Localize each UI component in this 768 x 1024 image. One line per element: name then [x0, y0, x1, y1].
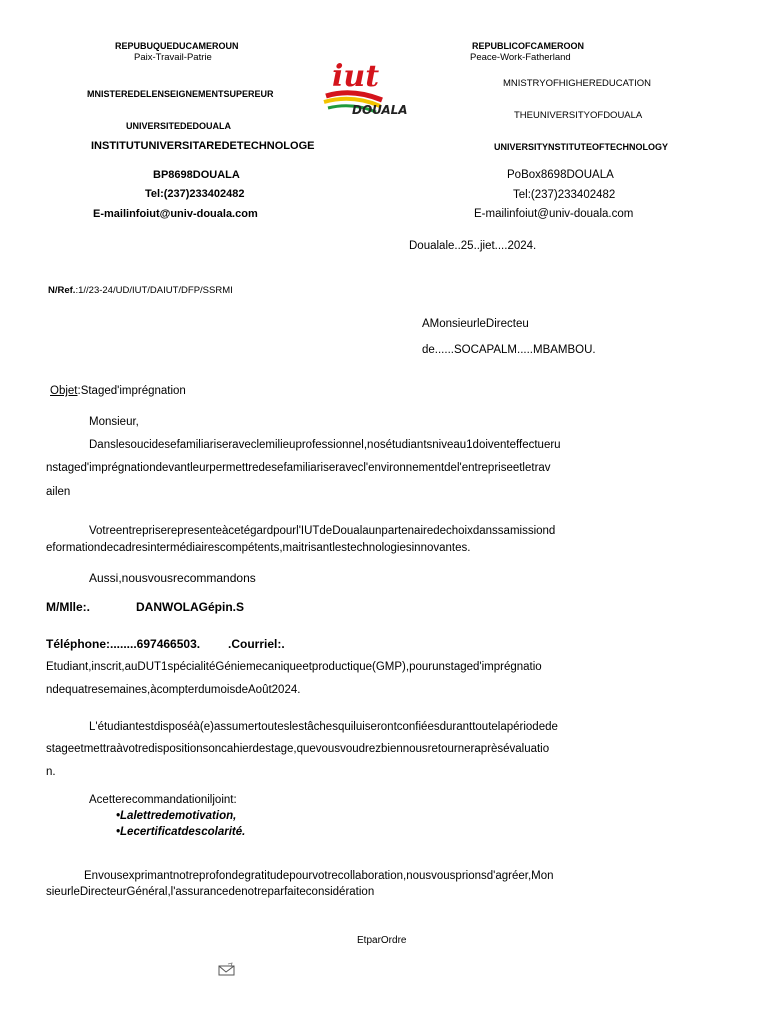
student-label: M/Mlle:.	[46, 600, 90, 614]
reference	[48, 285, 233, 296]
attachment-item-text: Lalettredemotivation,	[120, 810, 237, 822]
header-right-email: E-mailinfoiut@univ-douala.com	[474, 208, 634, 220]
logo-text-top: iut	[332, 59, 380, 94]
student-email-label: .Courriel:.	[228, 637, 285, 651]
header-left-ministry: MNISTEREDELENSEIGNEMENTSUPEREUR	[87, 89, 274, 99]
header-right-republic: REPUBLICOFCAMEROON	[472, 41, 584, 51]
reference-value: :1//23-24/UD/IUT/DAIUT/DFP/SSRMI	[75, 285, 233, 296]
header-left-motto: Paix-Travail-Patrie	[134, 52, 212, 63]
header-right-ministry: MNISTRYOFHIGHEREDUCATION	[503, 78, 651, 89]
header-right-pobox: PoBox8698DOUALA	[507, 169, 614, 181]
attachments-intro: Acetterecommandationiljoint:	[89, 794, 237, 806]
attachment-item: •Lalettredemotivation,	[116, 810, 237, 822]
signature-mark-icon	[218, 963, 236, 977]
header-left-bp: BP8698DOUALA	[153, 169, 240, 181]
header-left-email: E-mailinfoiut@univ-douala.com	[93, 208, 258, 220]
header-left-university: UNIVERSITEDEDOUALA	[126, 121, 232, 131]
salutation: Monsieur,	[89, 416, 139, 428]
object-label: Objet	[50, 385, 78, 397]
signoff: EtparOrdre	[357, 935, 407, 946]
para2-line-1: Votreentrepriserepresenteàcetégardpourl'IUTdeDoualaunpartenairedechoixdanssamissiond	[89, 525, 556, 537]
para1-line-1: Danslesoucidesefamiliariseraveclemilieuprofessionnel,nosétudiantsniveau1doiventeffectueru	[89, 439, 561, 451]
closing-line-2: sieurleDirecteurGénéral,l'assurancedenotreparfaiteconsidération	[46, 886, 375, 898]
student-name: DANWOLAGépin.S	[136, 600, 244, 614]
recipient-line-1: AMonsieurleDirecteu	[422, 318, 529, 330]
closing-line-1: Envousexprimantnotreprofondegratitudepourvotrecollaboration,nousvousprionsd'agréer,Mon	[84, 870, 554, 882]
object-value: :Staged'imprégnation	[77, 385, 186, 397]
attachment-item: •Lecertificatdescolarité.	[116, 826, 246, 838]
header-right-institute: UNIVERSITYNSTITUTEOFTECHNOLOGY	[494, 142, 669, 152]
header-left-tel: Tel:(237)233402482	[145, 188, 245, 200]
para2-line-2: eformationdecadresintermédiairescompétents,maitrisantlestechnologiesinnovantes.	[46, 542, 471, 554]
letter-date: Doualale..25..jiet....2024.	[409, 240, 537, 252]
para3-line-2: ndequatresemaines,àcompterdumoisdeAoût2024.	[46, 684, 301, 696]
header-right-university: THEUNIVERSITYOFDOUALA	[514, 110, 643, 121]
attachment-item-text: Lecertificatdescolarité.	[120, 826, 246, 838]
header-left-republic: REPUBUQUEDUCAMEROUN	[115, 41, 239, 51]
header-right-motto: Peace-Work-Fatherland	[470, 52, 571, 63]
iut-douala-logo	[322, 52, 408, 122]
object-line	[50, 385, 186, 397]
recommend-text: Aussi,nousvousrecommandons	[89, 571, 256, 585]
header-left-institute: INSTITUTUNIVERSITAREDETECHNOLOGE	[91, 140, 315, 152]
para4-line-2: stageetmettraàvotredispositionsoncahierdestage,quevousvoudrezbiennousretourneraprèsévaluatio	[46, 743, 550, 755]
recipient-line-2: de......SOCAPALM.....MBAMBOU.	[422, 344, 596, 356]
para4-line-3: n.	[46, 766, 56, 778]
student-phone: Téléphone:........697466503.	[46, 637, 201, 651]
para1-line-2: nstaged'imprégnationdevantleurpermettredesefamiliariseravecl'environnementdel'entrepriseetletrav	[46, 462, 551, 474]
header-right-tel: Tel:(237)233402482	[513, 189, 616, 201]
reference-label: N/Ref.	[48, 285, 76, 296]
logo-text-bottom: DOUALA	[352, 103, 408, 117]
para4-line-1: L'étudiantestdisposéà(e)assumertouteslestâchesquiluiserontconfiéesduranttoutelapériodede	[89, 721, 558, 733]
para3-line-1: Etudiant,inscrit,auDUT1spécialitéGéniemecaniqueetproductique(GMP),pourunstaged'imprégnatio	[46, 661, 542, 673]
para1-line-3: ailen	[46, 486, 71, 498]
